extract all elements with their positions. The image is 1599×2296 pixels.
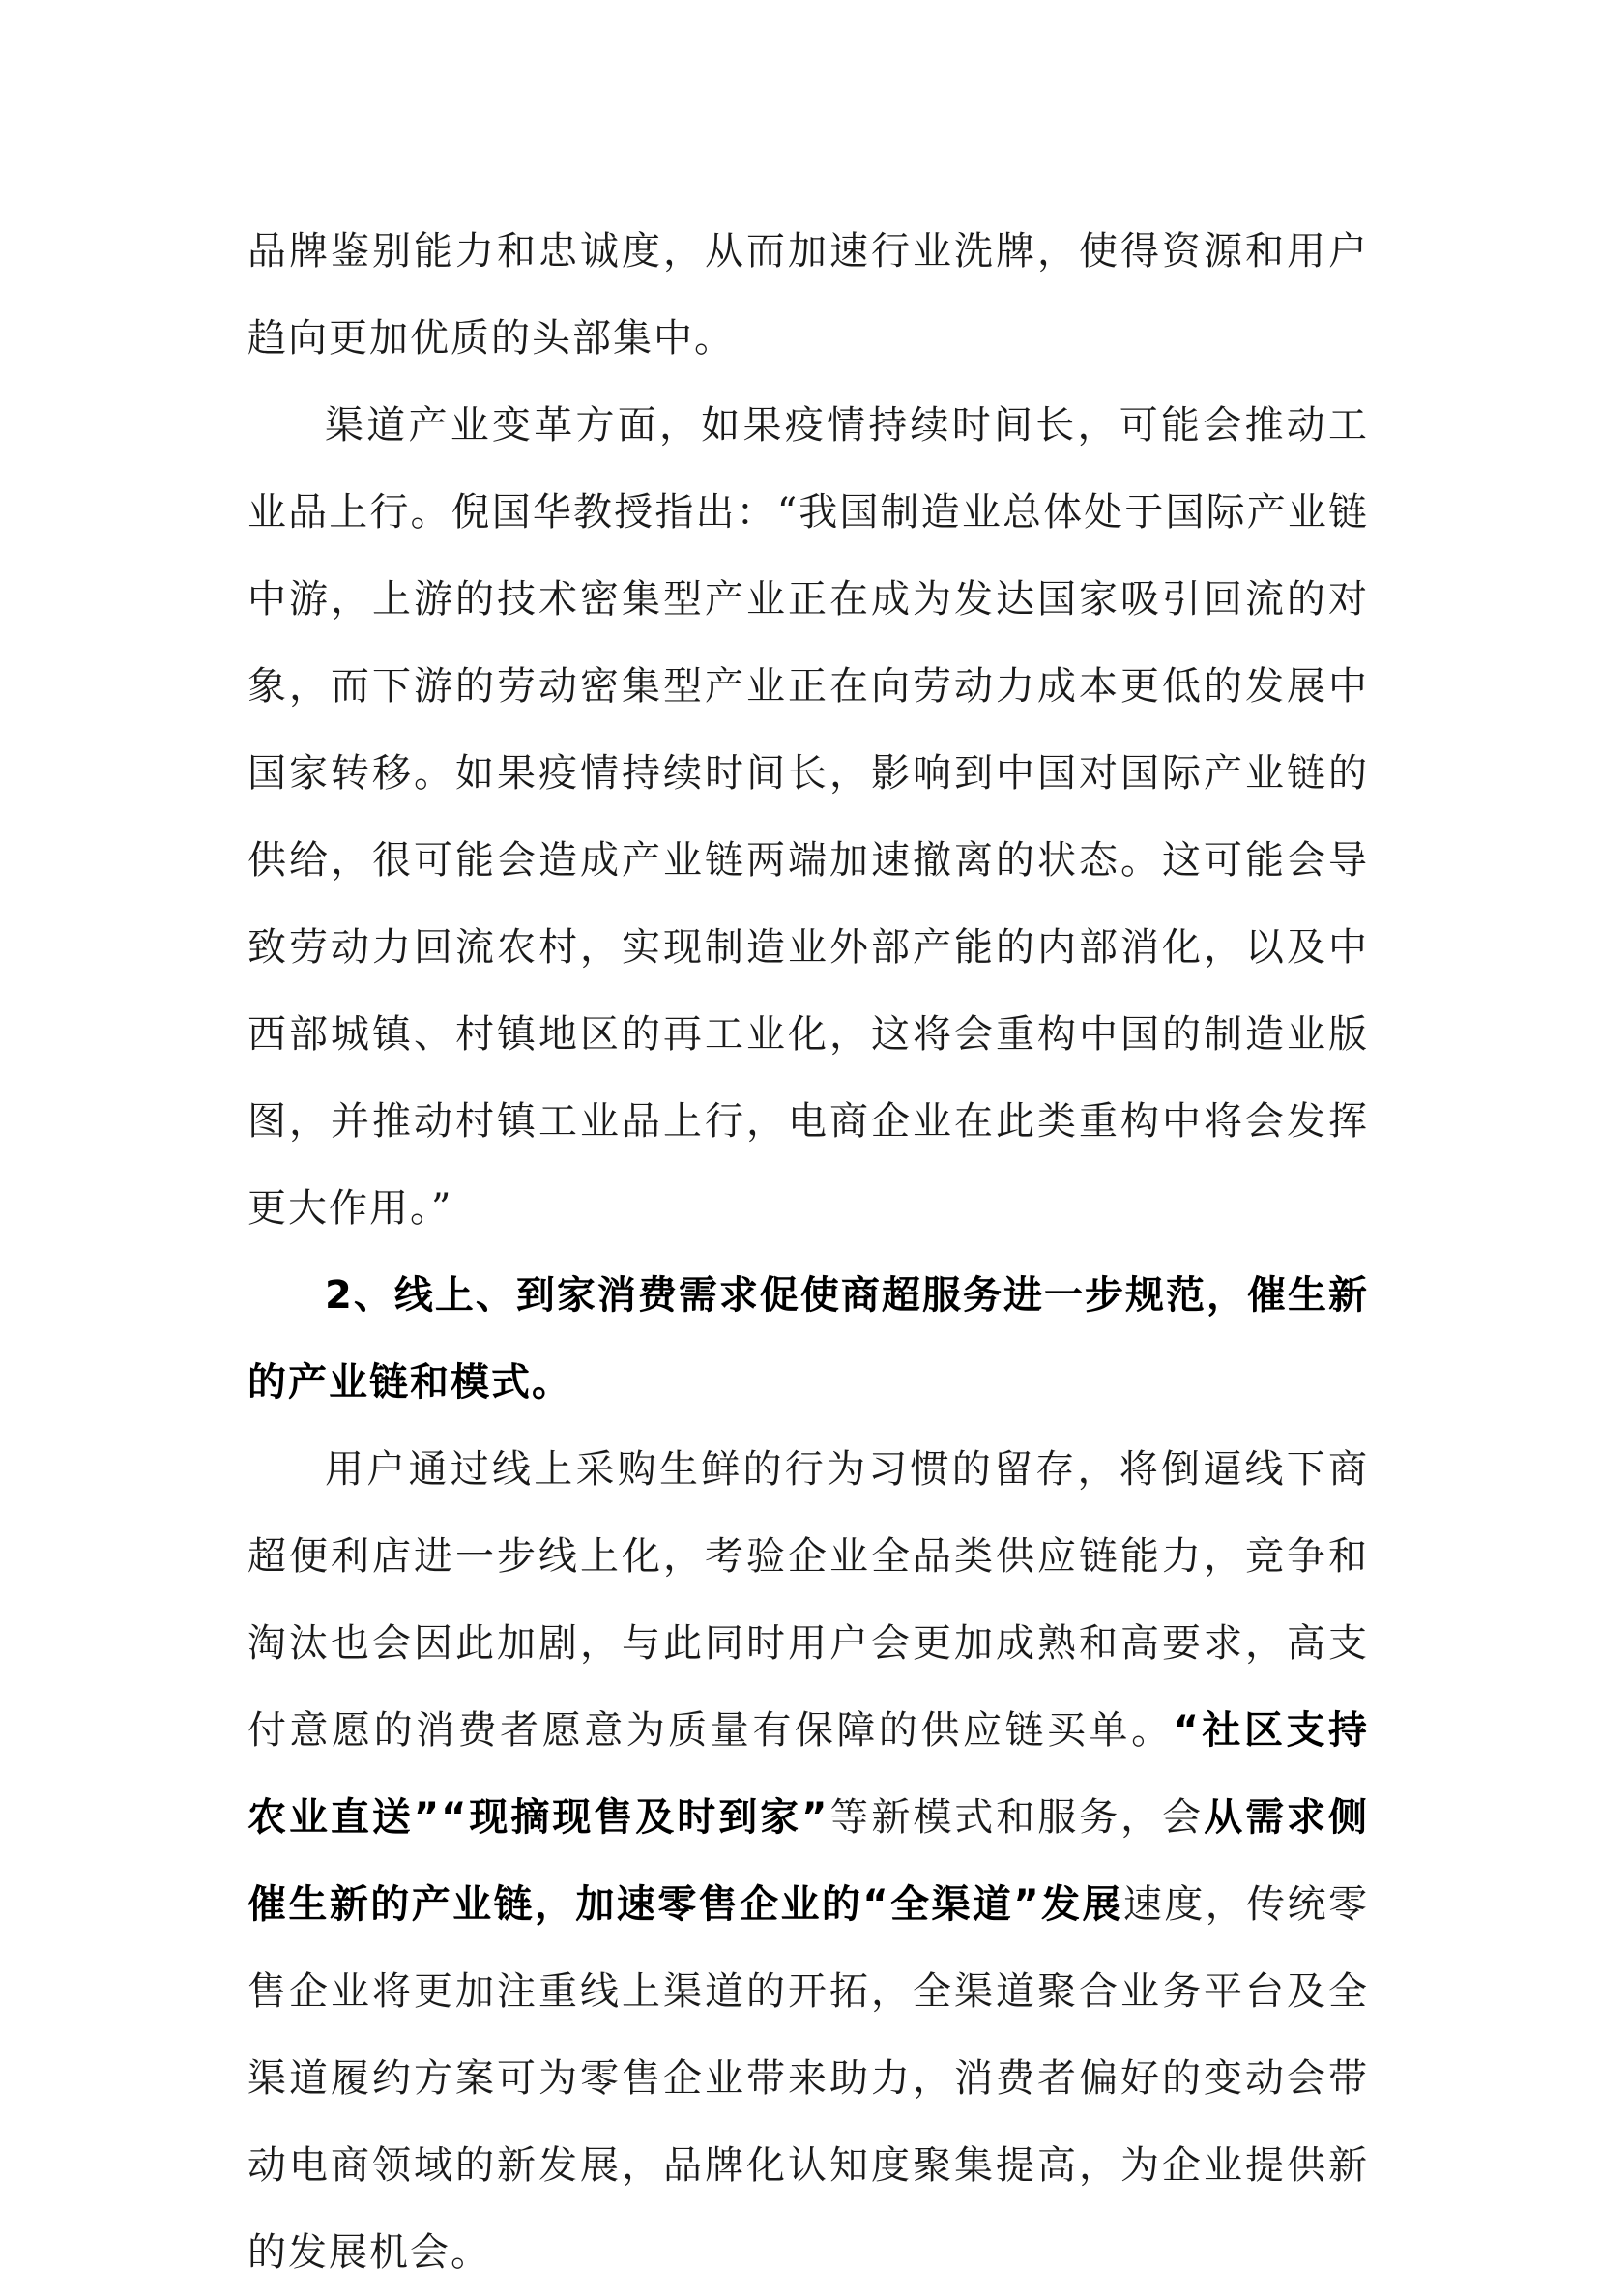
paragraph-text-segment: 速度，传统零售企业将更加注重线上渠道的开拓，全渠道聚合业务平台及全渠道履约方案可为零售企业带来助力，消费者偏好的变动会带动电商领域的新发展，品牌化认知度聚集提高，为企业提供新的发展机会。: [247, 1882, 1370, 2275]
paragraph-channel-industry-reform: 渠道产业变革方面，如果疫情持续时间长，可能会推动工业品上行。倪国华教授指出：“我国制造业总体处于国际产业链中游，上游的技术密集型产业正在成为发达国家吸引回流的对象，而下游的劳动密集型产业正在向劳动力成本更低的发展中国家转移。如果疫情持续时间长，影响到中国对国际产业链的供给，很可能会造成产业链两端加速撤离的状态。这可能会导致劳动力回流农村，实现制造业外部产能的内部消化，以及中西部城镇、村镇地区的再工业化，这将会重构中国的制造业版图，并推动村镇工业品上行，电商企业在此类重构中将会发挥更大作用。”: [247, 403, 1369, 1231]
paragraph-text-segment: 用户通过线上采购生鲜的行为习惯的留存，将倒逼线下商超便利店进一步线上化，考验企业全品类供应链能力，竞争和淘汰也会因此加剧，与此同时用户会更加成熟和高要求，高支付意愿的消费者愿意为质量有保障的供应链买单。: [247, 1447, 1369, 1753]
bold-demand-side-chain: 从需求侧催生新的产业链，加速零售企业的“全渠道”发展: [247, 1795, 1370, 1927]
bold-new-models: “社区支持农业直送”“现摘现售及时到家”: [247, 1708, 1370, 1840]
paragraph-brand-loyalty: 品牌鉴别能力和忠诚度，从而加速行业洗牌，使得资源和用户趋向更加优质的头部集中。: [247, 229, 1369, 361]
paragraph-text-segment: 等新模式和服务，会: [829, 1795, 1205, 1840]
document-body: [247, 208, 1369, 2296]
section-heading-2: 2、线上、到家消费需求促使商超服务进一步规范，催生新的产业链和模式。: [247, 1273, 1369, 1405]
paragraph-online-consumption: [247, 1426, 1369, 2296]
